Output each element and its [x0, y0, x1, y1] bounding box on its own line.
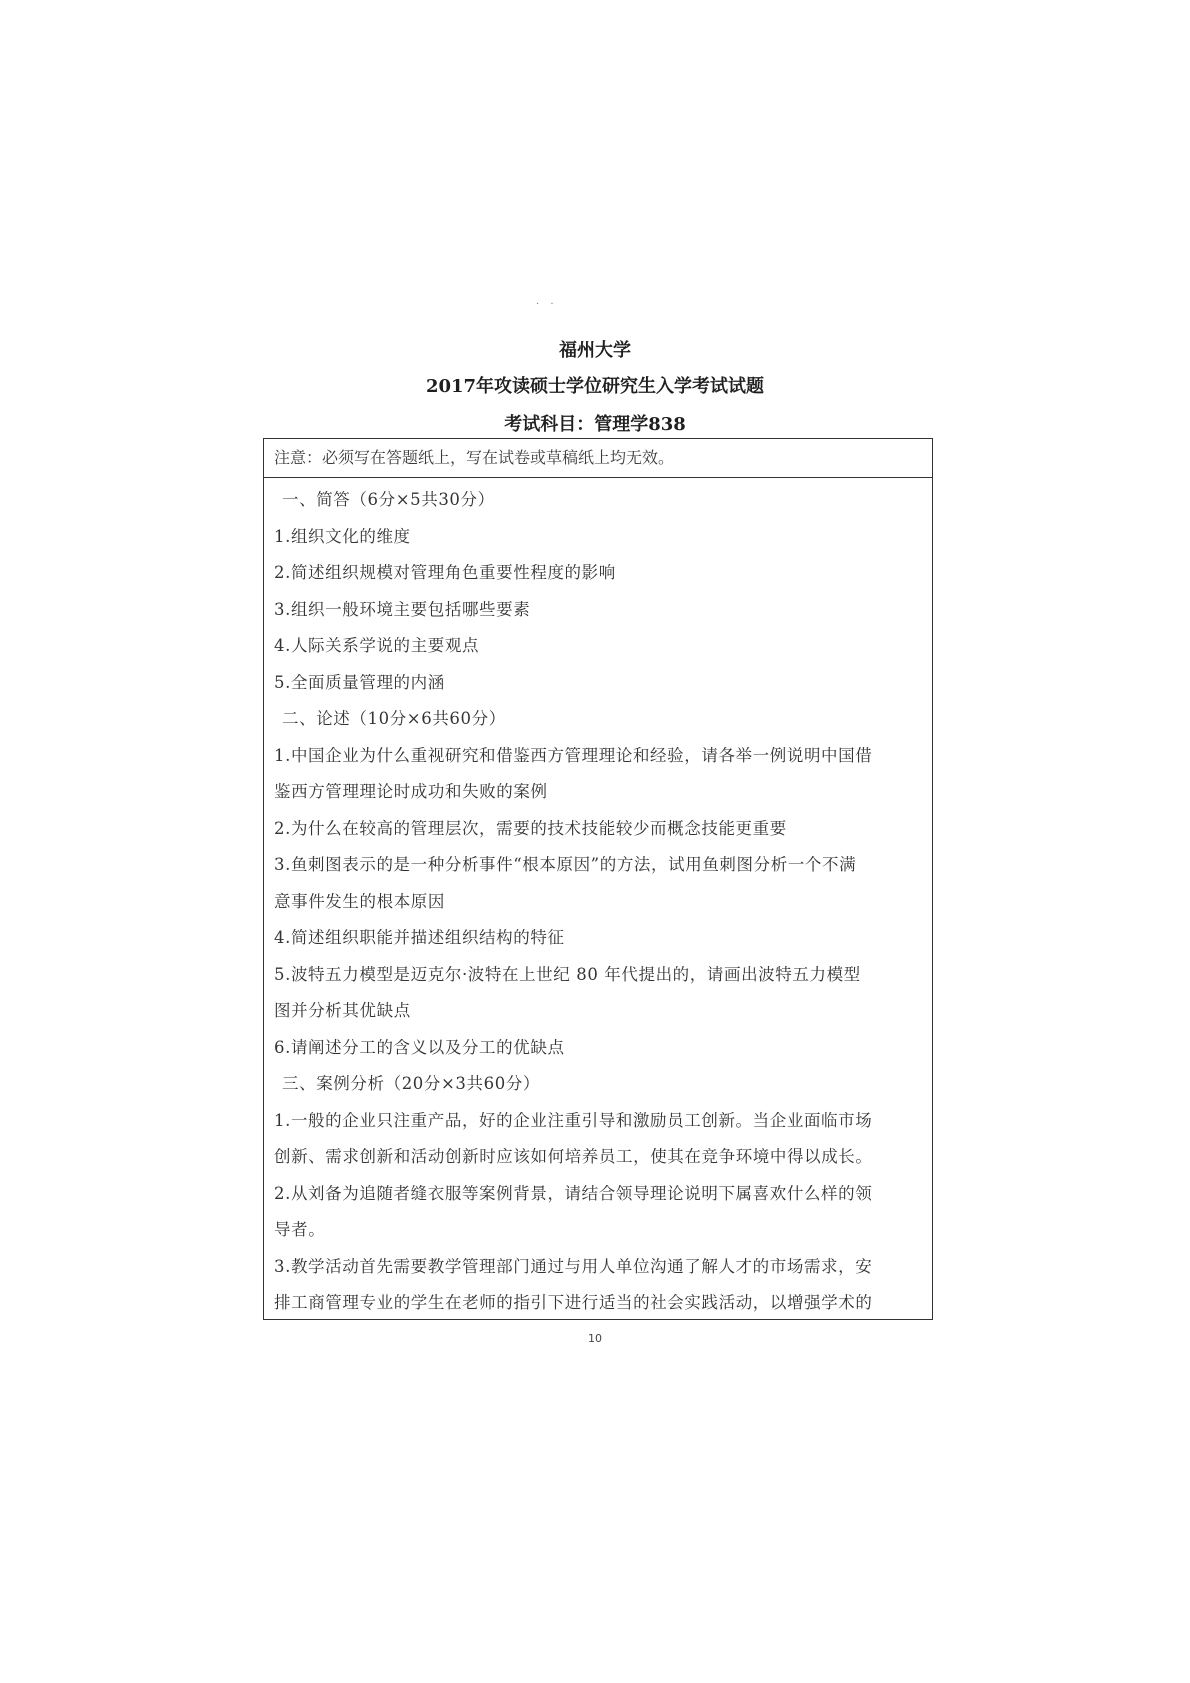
- notice-text: 注意：必须写在答题纸上，写在试卷或草稿纸上均无效。: [264, 439, 932, 478]
- question-line: 鉴西方管理理论时成功和失败的案例: [274, 782, 548, 801]
- question-list: [264, 478, 932, 1320]
- section-title: 一、简答（6分×5共30分）: [282, 490, 495, 509]
- question-line: 2.为什么在较高的管理层次，需要的技术技能较少而概念技能更重要: [274, 818, 787, 838]
- question-line: 导者。: [274, 1220, 326, 1239]
- question-line: 2.从刘备为追随者缝衣服等案例背景，请结合领导理论说明下属喜欢什么样的领: [274, 1183, 873, 1203]
- question-line: 排工商管理专业的学生在老师的指引下进行适当的社会实践活动，以增强学术的: [274, 1293, 873, 1312]
- question-line: 图并分析其优缺点: [274, 1001, 411, 1020]
- question-line: 3.教学活动首先需要教学管理部门通过与用人单位沟通了解人才的市场需求，安: [274, 1256, 873, 1276]
- question-line: 5.波特五力模型是迈克尔·波特在上世纪 80 年代提出的，请画出波特五力模型: [274, 964, 861, 984]
- question-line: 创新、需求创新和活动创新时应该如何培养员工，使其在竞争环境中得以成长。: [274, 1147, 873, 1166]
- section-title: 二、论述（10分×6共60分）: [282, 709, 506, 728]
- question-line: 1.组织文化的维度: [274, 526, 411, 546]
- section-title: 三、案例分析（20分×3共60分）: [282, 1074, 541, 1093]
- page-top-mark: . .: [536, 296, 558, 307]
- question-line: 4.人际关系学说的主要观点: [274, 636, 480, 655]
- question-line: 意事件发生的根本原因: [274, 891, 445, 911]
- question-line: 3.鱼刺图表示的是一种分析事件“根本原因”的方法，试用鱼刺图分析一个不满: [274, 855, 857, 874]
- question-line: 1.中国企业为什么重视研究和借鉴西方管理理论和经验，请各举一例说明中国借: [274, 745, 873, 765]
- question-line: 5.全面质量管理的内涵: [274, 672, 445, 692]
- exam-subject: 考试科目：管理学838: [504, 414, 686, 435]
- question-line: 4.简述组织职能并描述组织结构的特征: [274, 928, 565, 947]
- question-line: 6.请阐述分工的含义以及分工的优缺点: [274, 1037, 565, 1057]
- exam-title: 2017年攻读硕士学位研究生入学考试试题: [425, 376, 765, 397]
- school-name: 福州大学: [559, 340, 631, 361]
- page-number: 10: [588, 1332, 602, 1345]
- question-line: 3.组织一般环境主要包括哪些要素: [274, 599, 531, 619]
- question-box: [263, 438, 933, 1320]
- question-line: 1.一般的企业只注重产品，好的企业注重引导和激励员工创新。当企业面临市场: [274, 1110, 873, 1130]
- question-line: 2.简述组织规模对管理角色重要性程度的影响: [274, 563, 616, 582]
